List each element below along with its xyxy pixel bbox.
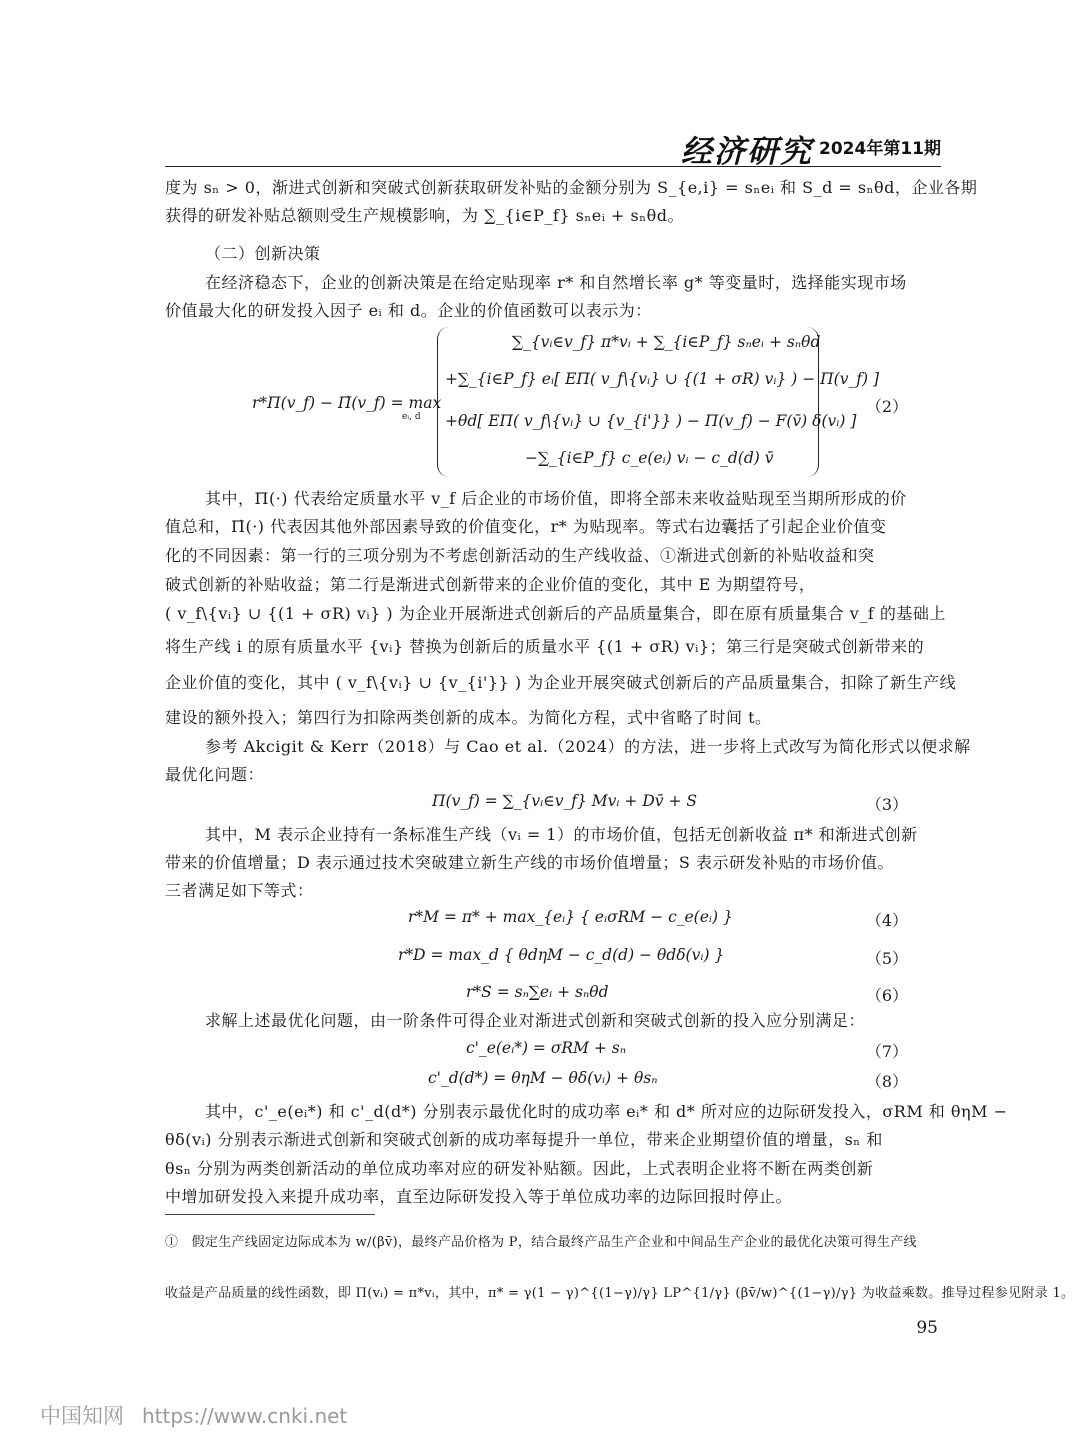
body-line: 最优化问题：: [165, 765, 265, 784]
equation-6: r*S = sₙ∑eᵢ + sₙθd: [466, 983, 609, 1001]
eq2-row: −∑_{i∈P_f} c_e(eᵢ) vᵢ − c_d(d) v̄: [525, 449, 774, 467]
equation-5: r*D = max_d { θdηM − c_d(d) − θdδ(vᵢ) }: [398, 946, 725, 964]
body-line: 破式创新的补贴收益；第二行是渐进式创新带来的企业价值的变化，其中 E 为期望符号，: [165, 575, 816, 594]
watermark-site: 中国知网: [40, 1404, 124, 1428]
section-heading: （二）创新决策: [205, 244, 321, 263]
eq2-row: +∑_{i∈P_f} eᵢ[ EΠ( v_f\{vᵢ} ∪ {(1 + σR) vᵢ} ) − Π(v_f) ]: [445, 370, 879, 388]
equation-number: （7）: [865, 1042, 908, 1061]
footnote-rule: [165, 1214, 375, 1215]
body-line: 求解上述最优化问题，由一阶条件可得企业对渐进式创新和突破式创新的投入应分别满足：: [205, 1011, 866, 1030]
body-line: 企业价值的变化，其中 ( v_f\{vᵢ} ∪ {v_{i'}} ) 为企业开展突破式创新后的产品质量集合，扣除了新生产线: [165, 673, 957, 692]
body-line: 度为 sₙ > 0，渐进式创新和突破式创新获取研发补贴的金额分别为 S_{e,i} = sₙeᵢ 和 S_d = sₙθd，企业各期: [165, 178, 978, 197]
equation-7: c'_e(eᵢ*) = σRM + sₙ: [466, 1039, 627, 1057]
equation-number: （4）: [865, 911, 908, 930]
footnote-line: ① 假定生产线固定边际成本为 w/(βv̄)，最终产品价格为 P，结合最终产品生产企业和中间品生产企业的最优化决策可得生产线: [165, 1235, 917, 1250]
eq2-lhs: r*Π(v_f) − Π̇(v_f) = max: [252, 394, 442, 412]
equation-number: （8）: [865, 1072, 908, 1091]
equation-number: （6）: [865, 986, 908, 1005]
equation-number: （5）: [865, 949, 908, 968]
equation-number: （2）: [865, 397, 908, 416]
journal-logo: 经济研究: [681, 134, 813, 170]
body-line: 带来的价值增量；D 表示通过技术突破建立新生产线的市场价值增量；S 表示研发补贴的市场价值。: [165, 853, 894, 872]
body-line: 化的不同因素：第一行的三项分别为不考虑创新活动的生产线收益、①渐进式创新的补贴收益和突: [165, 546, 875, 565]
body-line: θδ(vᵢ) 分别表示渐进式创新和突破式创新的成功率每提升一单位，带来企业期望价值的增量，sₙ 和: [165, 1130, 883, 1149]
body-line: 将生产线 i 的原有质量水平 {vᵢ} 替换为创新后的质量水平 {(1 + σR) vᵢ}；第三行是突破式创新带来的: [165, 637, 925, 656]
equation-4: r*M = π* + max_{eᵢ} { eᵢσRM − c_e(eᵢ) }: [408, 908, 733, 926]
equation-number: （3）: [865, 795, 908, 814]
equation-8: c'_d(d*) = θηM − θδ(vᵢ) + θsₙ: [428, 1069, 658, 1087]
body-line: 中增加研发投入来提升成功率，直至边际研发投入等于单位成功率的边际回报时停止。: [165, 1187, 793, 1206]
body-line: 其中，M 表示企业持有一条标准生产线（vᵢ = 1）的市场价值，包括无创新收益 π* 和渐进式创新: [205, 825, 918, 844]
body-line: 参考 Akcigit & Kerr（2018）与 Cao et al.（2024）的方法，进一步将上式改写为简化形式以便求解: [205, 737, 971, 756]
body-line: ( v_f\{vᵢ} ∪ {(1 + σR) vᵢ} ) 为企业开展渐进式创新后的产品质量集合，即在原有质量集合 v_f 的基础上: [165, 604, 946, 623]
body-line: 其中，c'_e(eᵢ*) 和 c'_d(d*) 分别表示最优化时的成功率 eᵢ* 和 d* 所对应的边际研发投入，σRM 和 θηM −: [205, 1102, 1008, 1121]
body-line: 价值最大化的研发投入因子 eᵢ 和 d。企业的价值函数可以表示为：: [165, 301, 652, 320]
running-header: [165, 124, 941, 170]
body-line: 在经济稳态下，企业的创新决策是在给定贴现率 r* 和自然增长率 g* 等变量时，选择能实现市场: [205, 273, 907, 292]
body-line: 建设的额外投入；第四行为扣除两类创新的成本。为简化方程，式中省略了时间 t。: [165, 708, 772, 727]
equation-3: Π(v_f) = ∑_{vᵢ∈v_f} Mvᵢ + Dv̄ + S: [432, 792, 697, 810]
body-line: 获得的研发补贴总额则受生产规模影响，为 ∑_{i∈P_f} sₙeᵢ + sₙθd。: [165, 206, 685, 225]
watermark-url[interactable]: https://www.cnki.net: [142, 1404, 348, 1428]
cnki-watermark: [40, 1400, 347, 1430]
footnote-line: 收益是产品质量的线性函数，即 Π(vᵢ) = π*vᵢ，其中，π* = γ(1 − γ)^{(1−γ)/γ} LP^{1/γ} (βv̄/w)^{(1−γ)/γ} 为收益乘数。推导过程参见附录 1。: [165, 1286, 1075, 1301]
body-line: 三者满足如下等式：: [165, 881, 314, 900]
body-line: 其中，Π(·) 代表给定质量水平 v_f 后企业的市场价值，即将全部未来收益贴现至当期所形成的价: [205, 489, 907, 508]
body-line: 值总和，Π̇(·) 代表因其他外部因素导致的价值变化，r* 为贴现率。等式右边囊括了引起企业价值变: [165, 517, 887, 536]
eq2-row: +θd[ EΠ( v_f\{vᵢ} ∪ {v_{i'}} ) − Π(v_f) − F(v̄) δ(vᵢ) ]: [445, 412, 857, 430]
issue-label: 2024年第11期: [819, 139, 941, 159]
eq2-max-subscript: eᵢ, d: [402, 412, 421, 422]
eq2-row: ∑_{vᵢ∈v_f} π*vᵢ + ∑_{i∈P_f} sₙeᵢ + sₙθd: [512, 333, 821, 351]
body-line: θsₙ 分别为两类创新活动的单位成功率对应的研发补贴额。因此，上式表明企业将不断在两类创新: [165, 1159, 874, 1178]
page-number: 95: [916, 1318, 938, 1338]
